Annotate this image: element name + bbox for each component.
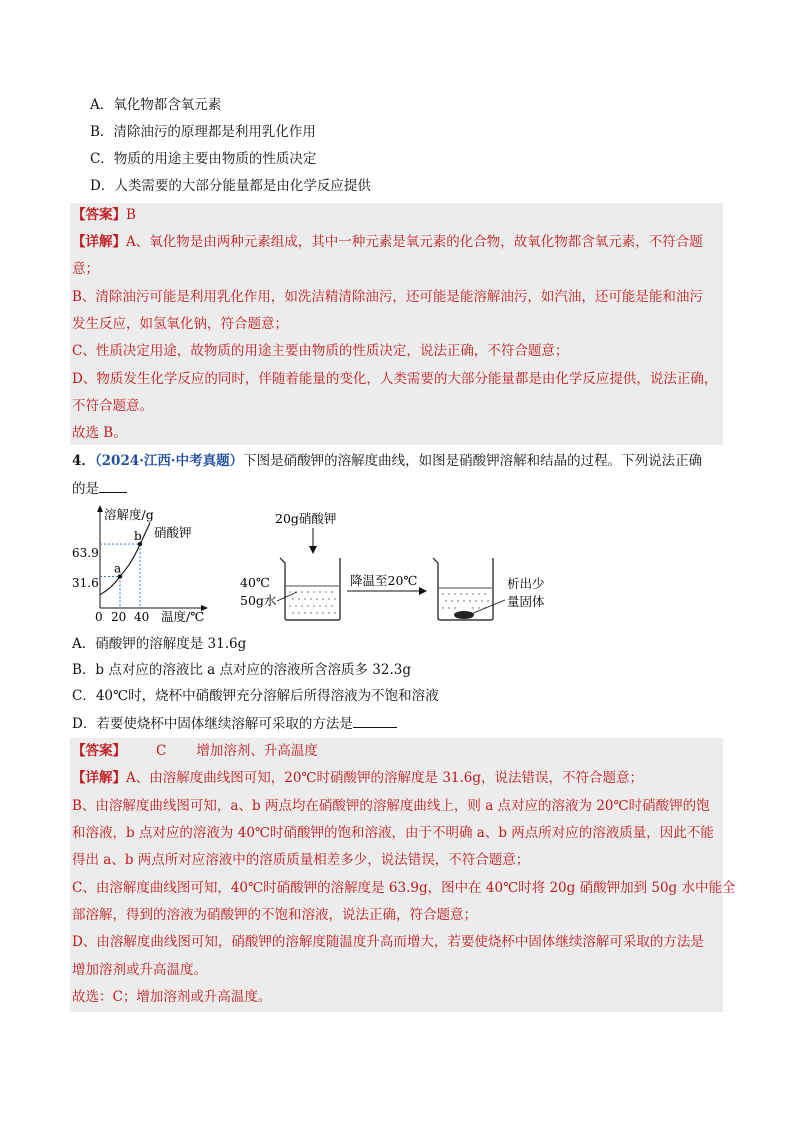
precipitated-solid bbox=[454, 611, 474, 619]
q4-stem-text: 下图是硝酸钾的溶解度曲线，如图是硝酸钾溶解和结晶的过程。下列说法正确 bbox=[243, 453, 703, 469]
diagram-water-pointer bbox=[277, 592, 297, 601]
q4-option-b: B．b 点对应的溶液比 a 点对应的溶液所含溶质多 32.3g bbox=[72, 662, 411, 678]
right-beaker-dots bbox=[442, 593, 488, 608]
q3-detail-line-4: 发生反应，如氢氧化钠，符合题意； bbox=[72, 316, 288, 332]
solubility-chart bbox=[70, 503, 220, 628]
q3-detail-line-6: D、物质发生化学反应的同时，伴随着能量的变化，人类需要的大部分能量都是由化学反应提供，说法正确， bbox=[72, 371, 718, 387]
q4-detail-line-2: B、由溶解度曲线图可知，a、b 两点均在硝酸钾的溶解度曲线上，则 a 点对应的溶液为 20℃时硝酸钾的饱 bbox=[72, 798, 710, 814]
chart-y-tick-31-6: 31.6 bbox=[72, 576, 99, 590]
q3-answer-label: 【答案】 bbox=[72, 207, 126, 223]
q4-detail-line-1: 【详解】A、由溶解度曲线图可知，20℃时硝酸钾的溶解度是 31.6g，说法错误，不符合题意； bbox=[72, 770, 644, 786]
q4-detail-line-4: 得出 a、b 两点所对应溶液中的溶质质量相差多少，说法错误，不符合题意； bbox=[72, 852, 530, 868]
q3-answer-value: B bbox=[126, 207, 136, 223]
q3-answer bbox=[72, 205, 136, 225]
dissolution-diagram bbox=[235, 508, 560, 628]
q4-stem-line-2: 的是 bbox=[72, 478, 127, 499]
q4-blank bbox=[99, 478, 127, 493]
left-beaker bbox=[280, 558, 340, 620]
diagram-add-arrow-head bbox=[309, 546, 317, 554]
diagram-right-note-2: 量固体 bbox=[507, 594, 545, 609]
right-beaker bbox=[433, 558, 493, 620]
q4-answer bbox=[72, 741, 318, 761]
diagram-arrow-label: 降温至20℃ bbox=[350, 573, 418, 588]
chart-y-tick-63-9: 63.9 bbox=[72, 546, 99, 560]
diagram-solid-pointer bbox=[471, 600, 505, 614]
q4-detail-line-8: 增加溶剂或升高温度。 bbox=[72, 962, 207, 978]
q4-detail-line-5: C、由溶解度曲线图可知，40℃时硝酸钾的溶解度是 63.9g，图中在 40℃时将 20g 硝酸钾加到 50g 水中能全 bbox=[72, 880, 736, 896]
q4-option-c: C．40℃时，烧杯中硝酸钾充分溶解后所得溶液为不饱和溶液 bbox=[72, 688, 439, 704]
q3-option-b: B．清除油污的原理都是利用乳化作用 bbox=[90, 124, 316, 140]
q4-detail-line-7: D、由溶解度曲线图可知，硝酸钾的溶解度随温度升高而增大，若要使烧杯中固体继续溶解可采取的方法是 bbox=[72, 934, 704, 950]
q4-detail-label: 【详解】 bbox=[72, 770, 126, 786]
chart-x-tick-40: 40 bbox=[134, 610, 150, 624]
chart-y-arrow bbox=[97, 505, 103, 512]
q3-option-c: C．物质的用途主要由物质的性质决定 bbox=[90, 151, 317, 167]
q4-option-a: A．硝酸钾的溶解度是 31.6g bbox=[72, 636, 247, 652]
q3-detail-label: 【详解】 bbox=[72, 234, 126, 250]
chart-x-tick-0: 0 bbox=[95, 610, 103, 624]
q4-answer-label: 【答案】 bbox=[72, 743, 126, 759]
diagram-right-note-1: 析出少 bbox=[507, 576, 545, 591]
chart-xlabel: 温度/℃ bbox=[161, 609, 205, 624]
chart-point-label-b: b bbox=[134, 529, 142, 544]
q4-answer-value-1: C bbox=[156, 743, 167, 759]
left-beaker-dots bbox=[289, 591, 335, 613]
q3-option-d: D．人类需要的大部分能量都是由化学反应提供 bbox=[90, 178, 371, 194]
q4-detail-line-3: 和溶液，b 点对应的溶液为 40℃时硝酸钾的饱和溶液，由于不明确 a、b 两点所对应的溶液质量，因此不能 bbox=[72, 825, 714, 841]
chart-series-label: 硝酸钾 bbox=[154, 525, 192, 540]
q4-stem-line-1 bbox=[72, 451, 702, 471]
q3-detail-line-3: B、清除油污可能是利用乳化作用，如洗洁精清除油污，还可能是能溶解油污，如汽油，还可能是能和油污 bbox=[72, 289, 703, 305]
chart-point-label-a: a bbox=[114, 561, 122, 576]
q3-detail-line-2: 意； bbox=[72, 261, 99, 277]
q4-option-d-blank bbox=[353, 713, 397, 728]
q4-source: （2024·江西·中考真题） bbox=[94, 453, 244, 469]
chart-series-line bbox=[100, 523, 150, 595]
q4-conclusion: 故选：C；增加溶剂或升高温度。 bbox=[72, 989, 272, 1005]
diagram-left-water: 50g水 bbox=[240, 593, 277, 608]
chart-ylabel: 溶解度/g bbox=[104, 507, 154, 522]
diagram-process-arrow-head bbox=[419, 587, 427, 595]
diagram-add-label: 20g硝酸钾 bbox=[275, 511, 337, 526]
left-beaker-solution bbox=[286, 586, 339, 619]
diagram-left-temp: 40℃ bbox=[240, 575, 270, 590]
q4-number: 4． bbox=[72, 453, 95, 469]
q4-detail-line-6: 部溶解，得到的溶液为硝酸钾的不饱和溶液，说法正确，符合题意； bbox=[72, 907, 477, 923]
q3-option-a: A．氧化物都含氧元素 bbox=[90, 97, 222, 113]
q4-answer-value-2: 增加溶剂、升高温度 bbox=[196, 743, 318, 759]
q3-detail-line-1: 【详解】A、氧化物是由两种元素组成，其中一种元素是氧元素的化合物，故氧化物都含氧元素，不符合题 bbox=[72, 234, 703, 250]
q3-detail-line-7: 不符合题意。 bbox=[72, 398, 153, 414]
chart-x-tick-20: 20 bbox=[111, 610, 127, 624]
q3-conclusion: 故选 B。 bbox=[72, 425, 127, 441]
q4-option-d: D．若要使烧杯中固体继续溶解可采取的方法是 bbox=[72, 713, 397, 734]
q3-detail-line-5: C、性质决定用途，故物质的用途主要由物质的性质决定，说法正确，不符合题意； bbox=[72, 343, 569, 359]
